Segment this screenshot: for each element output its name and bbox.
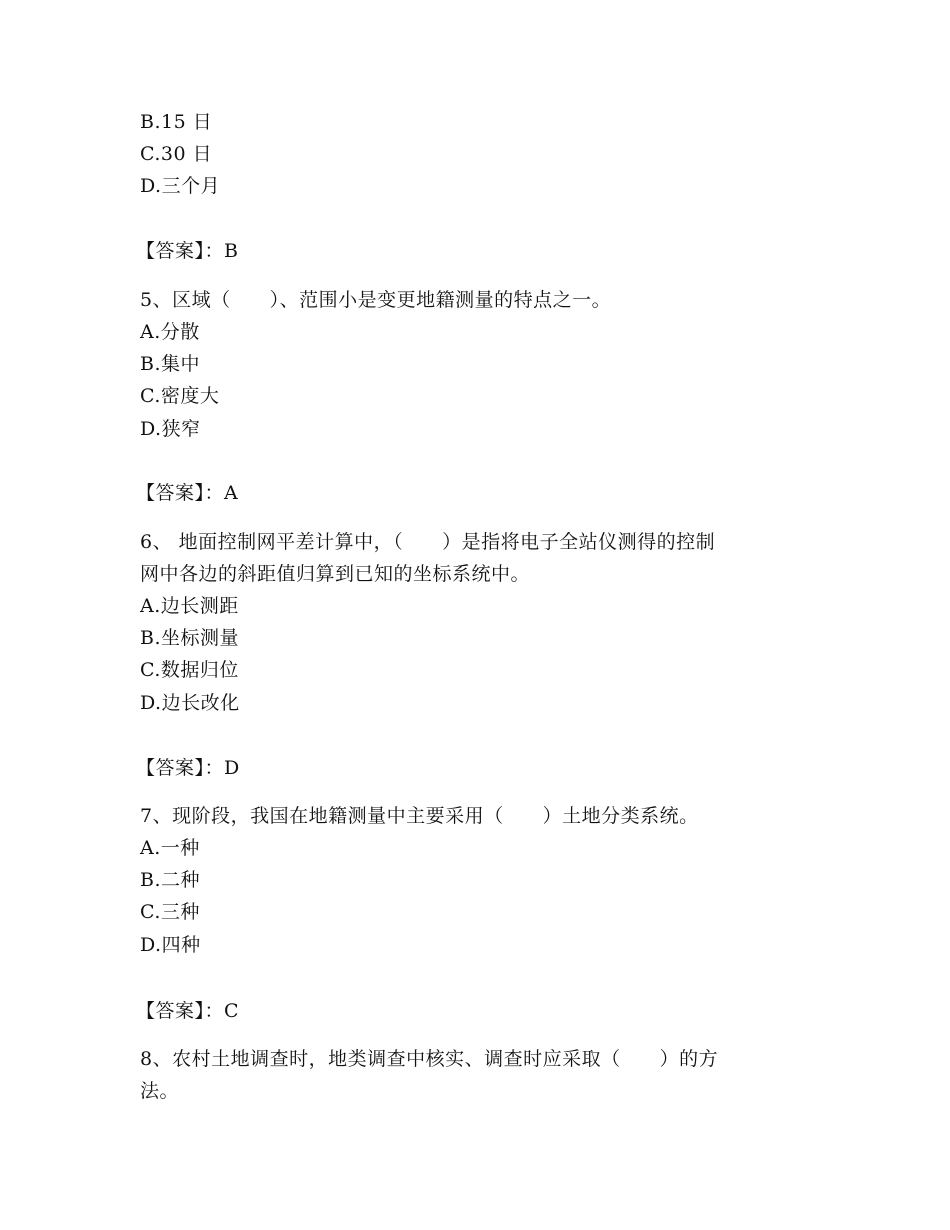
q5-option-c: C.密度大	[140, 385, 220, 407]
question-8-line-2: 法。	[140, 1080, 180, 1102]
q7-option-a: A.一种	[140, 837, 200, 859]
answer-q5: 【答案】：A	[136, 482, 239, 504]
question-8-line-1: 8、农村土地调查时，地类调查中核实、调查时应采取（ ）的方	[140, 1048, 719, 1070]
answer-q6: 【答案】：D	[136, 757, 240, 779]
answer-q4: 【答案】：B	[136, 240, 239, 262]
q5-option-b: B.集中	[140, 353, 201, 375]
option-c: C.30 日	[140, 143, 213, 165]
answer-q7: 【答案】：C	[136, 1000, 240, 1022]
q7-option-c: C.三种	[140, 901, 200, 923]
option-b: B.15 日	[140, 111, 213, 133]
q6-option-b: B.坐标测量	[140, 627, 240, 649]
q5-option-a: A.分散	[140, 321, 200, 343]
q6-option-d: D.边长改化	[140, 692, 240, 714]
q7-option-b: B.二种	[140, 869, 201, 891]
q6-option-c: C.数据归位	[140, 659, 239, 681]
question-5: 5、区域（ ）、范围小是变更地籍测量的特点之一。	[140, 289, 612, 311]
q5-option-d: D.狭窄	[140, 418, 201, 440]
option-d: D.三个月	[140, 175, 221, 197]
q7-option-d: D.四种	[140, 934, 201, 956]
q6-option-a: A.边长测距	[140, 595, 239, 617]
question-6-line-1: 6、 地面控制网平差计算中，（ ）是指将电子全站仪测得的控制	[140, 531, 716, 553]
question-7: 7、现阶段，我国在地籍测量中主要采用（ ）土地分类系统。	[140, 805, 699, 827]
question-6-line-2: 网中各边的斜距值归算到已知的坐标系统中。	[140, 563, 531, 585]
